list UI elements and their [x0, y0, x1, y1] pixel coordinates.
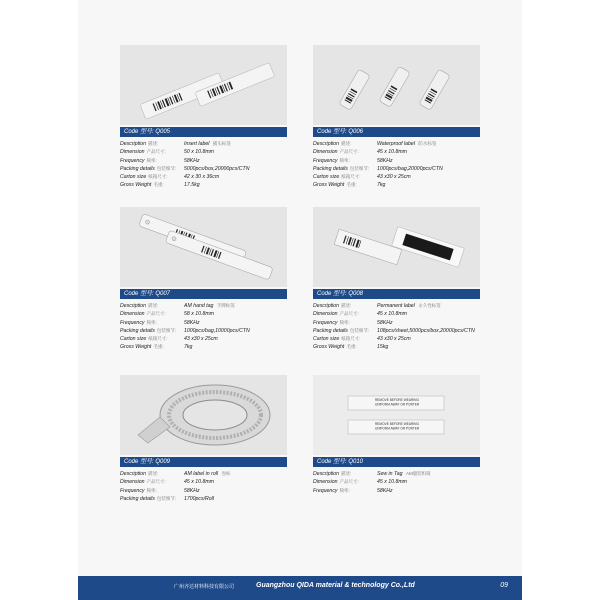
- company-name-en: Guangzhou QIDA material & technology Co.,Ltd: [256, 582, 415, 589]
- tag-text-line: REMOVE BEFORE WEARING: [375, 422, 419, 426]
- spec-table: Description 描述: Insert label 插头标签 Dimension 产品尺寸: 50 x 10.8mm Frequency 频率: 58KHz Packing details 包装细节: 5000pcs/box,20000pcs/CTN Carton size 纸箱尺寸: 42 x 30 x 36cm Gross Weight 毛重: 17.5kg: [120, 141, 250, 189]
- product-photo: [313, 375, 480, 455]
- company-name-cn: 广州齐达材料科技有限公司: [174, 584, 235, 590]
- tag-text-line: UNIFORM AWAY OR PORTER: [375, 426, 420, 431]
- product-code: Code 型号: Q009: [120, 457, 287, 467]
- spec-table: Description 描述: Permanent label 永久性标签 Dimension 产品尺寸: 45 x 10.8mm Frequency 频率: 58KHz Packing details 包装细节: 108pcs/sheet,5000pcs/box,20000pcs/CTN Carton size 纸箱尺寸: 43 x30 x 25cm Gross Weight 毛重: 15kg: [313, 303, 475, 351]
- product-code: Code 型号: Q005: [120, 127, 287, 137]
- spec-table: Description 描述: AM label in roll 卷标 Dimension 产品尺寸: 45 x 10.8mm Frequency 频率: 58KHz Packing details 包装细节: 1700pcs/Roll: [120, 471, 231, 502]
- product-code: Code 型号: Q007: [120, 289, 287, 299]
- tag-text-line: UNIFORM AWAY OR PORTER: [375, 402, 420, 407]
- spec-table: Description 描述: AM hand tag 手牌标签 Dimension 产品尺寸: 58 x 10.8mm Frequency 频率: 58KHz Packing details 包装细节: 1000pcs/bag,10000pcs/CTN Carton size 纸箱尺寸: 43 x30 x 25cm Gross Weight 毛重: 7kg: [120, 303, 250, 351]
- tag-text-line: REMOVE BEFORE WEARING: [375, 398, 419, 402]
- product-code: Code 型号: Q010: [313, 457, 480, 467]
- product-photo: [120, 45, 287, 125]
- product-photo: [120, 207, 287, 287]
- spec-table: Description 描述: Sew in Tag AM服装织唛 Dimension 产品尺寸: 45 x 10.8mm Frequency 频率: 58KHz: [313, 471, 431, 494]
- footer-bar: [78, 576, 522, 600]
- product-photo: [313, 207, 480, 287]
- spec-table: Description 描述: Waterproof label 防水标签 Dimension 产品尺寸: 45 x 10.8mm Frequency 频率: 58KHz Packing details 包装细节: 1000pcs/bag,20000pcs/CTN Carton size 纸箱尺寸: 43 x30 x 25cm Gross Weight 毛重: 7kg: [313, 141, 443, 189]
- product-photo: [313, 45, 480, 125]
- product-code: Code 型号: Q006: [313, 127, 480, 137]
- product-photo: [120, 375, 287, 455]
- page-number: 09: [500, 582, 508, 589]
- product-code: Code 型号: Q008: [313, 289, 480, 299]
